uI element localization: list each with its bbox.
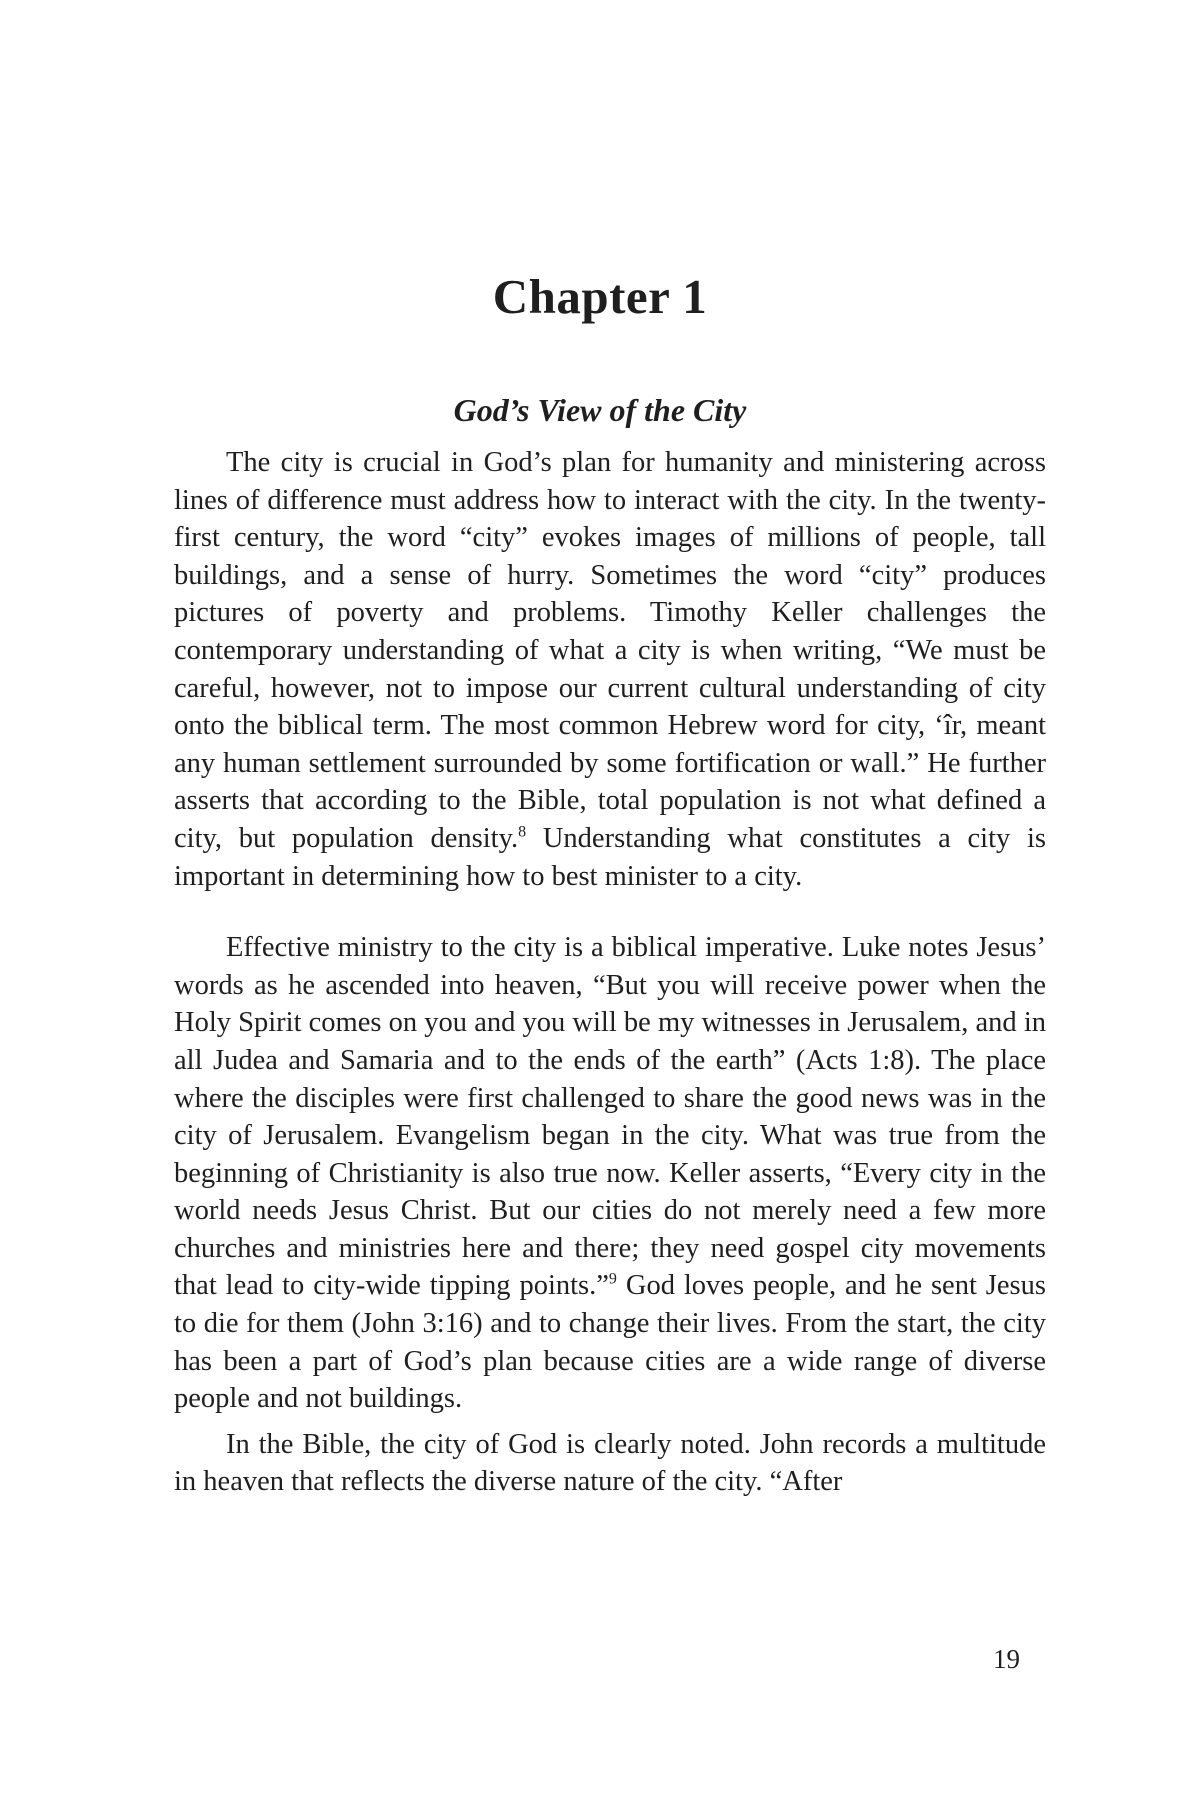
body-text — [174, 444, 1046, 1501]
footnote-ref-9: 9 — [608, 1270, 617, 1288]
paragraph-1 — [174, 444, 1046, 895]
paragraph-1-text-cont: Understanding what constitutes a city is important in determining how to best minister to a city. — [174, 822, 1046, 892]
paragraph-2 — [174, 929, 1046, 1418]
page-number: 19 — [993, 1644, 1020, 1674]
paragraph-3 — [174, 1426, 1046, 1501]
paragraph-2-text: Effective ministry to the city is a biblical imperative. Luke notes Jesus’ words as he ascended into heaven, “But you will receive power when the Holy Spirit comes on you and you will be my witnesses in Jerusalem, and in all Judea and Samaria and to the ends of the earth” (Acts 1:8). The place where the disciples were first challenged to share the good news was in the city of Jerusalem. Evangelism began in the city. What was true from the beginning of Christianity is also true now. Keller asserts, “Every city in the world needs Jesus Christ. But our cities do not merely need a few more churches and ministries here and there; they need gospel city movements that lead to city-wide tipping points.” — [174, 932, 1046, 1302]
paragraph-3-text: In the Bible, the city of God is clearly noted. John records a multitude in heaven that reflects the diverse nature of the city. “After — [174, 1428, 1046, 1498]
section-title: God’s View of the City — [453, 392, 747, 428]
chapter-title: Chapter 1 — [492, 269, 708, 324]
paragraph-1-text: The city is crucial in God’s plan for humanity and ministering across lines of difference must address how to interact with the city. In the twenty-first century, the word “city” evokes images of millions of people, tall buildings, and a sense of hurry. Sometimes the word “city” produces pictures of poverty and problems. Timothy Keller challenges the contemporary understanding of what a city is when writing, “We must be careful, however, not to impose our current cultural understanding of city onto the biblical term. The most common Hebrew word for city, ‘îr, meant any human settlement surrounded by some fortification or wall.” He further asserts that according to the Bible, total population is not what defined a city, but population density. — [174, 447, 1046, 854]
paragraph-2-text-cont: God loves people, and he sent Jesus to die for them (John 3:16) and to change their lives. From the start, the city has been a part of God’s plan because cities are a wide range of diverse people and not buildings. — [174, 1270, 1046, 1415]
footnote-ref-8: 8 — [518, 823, 527, 841]
